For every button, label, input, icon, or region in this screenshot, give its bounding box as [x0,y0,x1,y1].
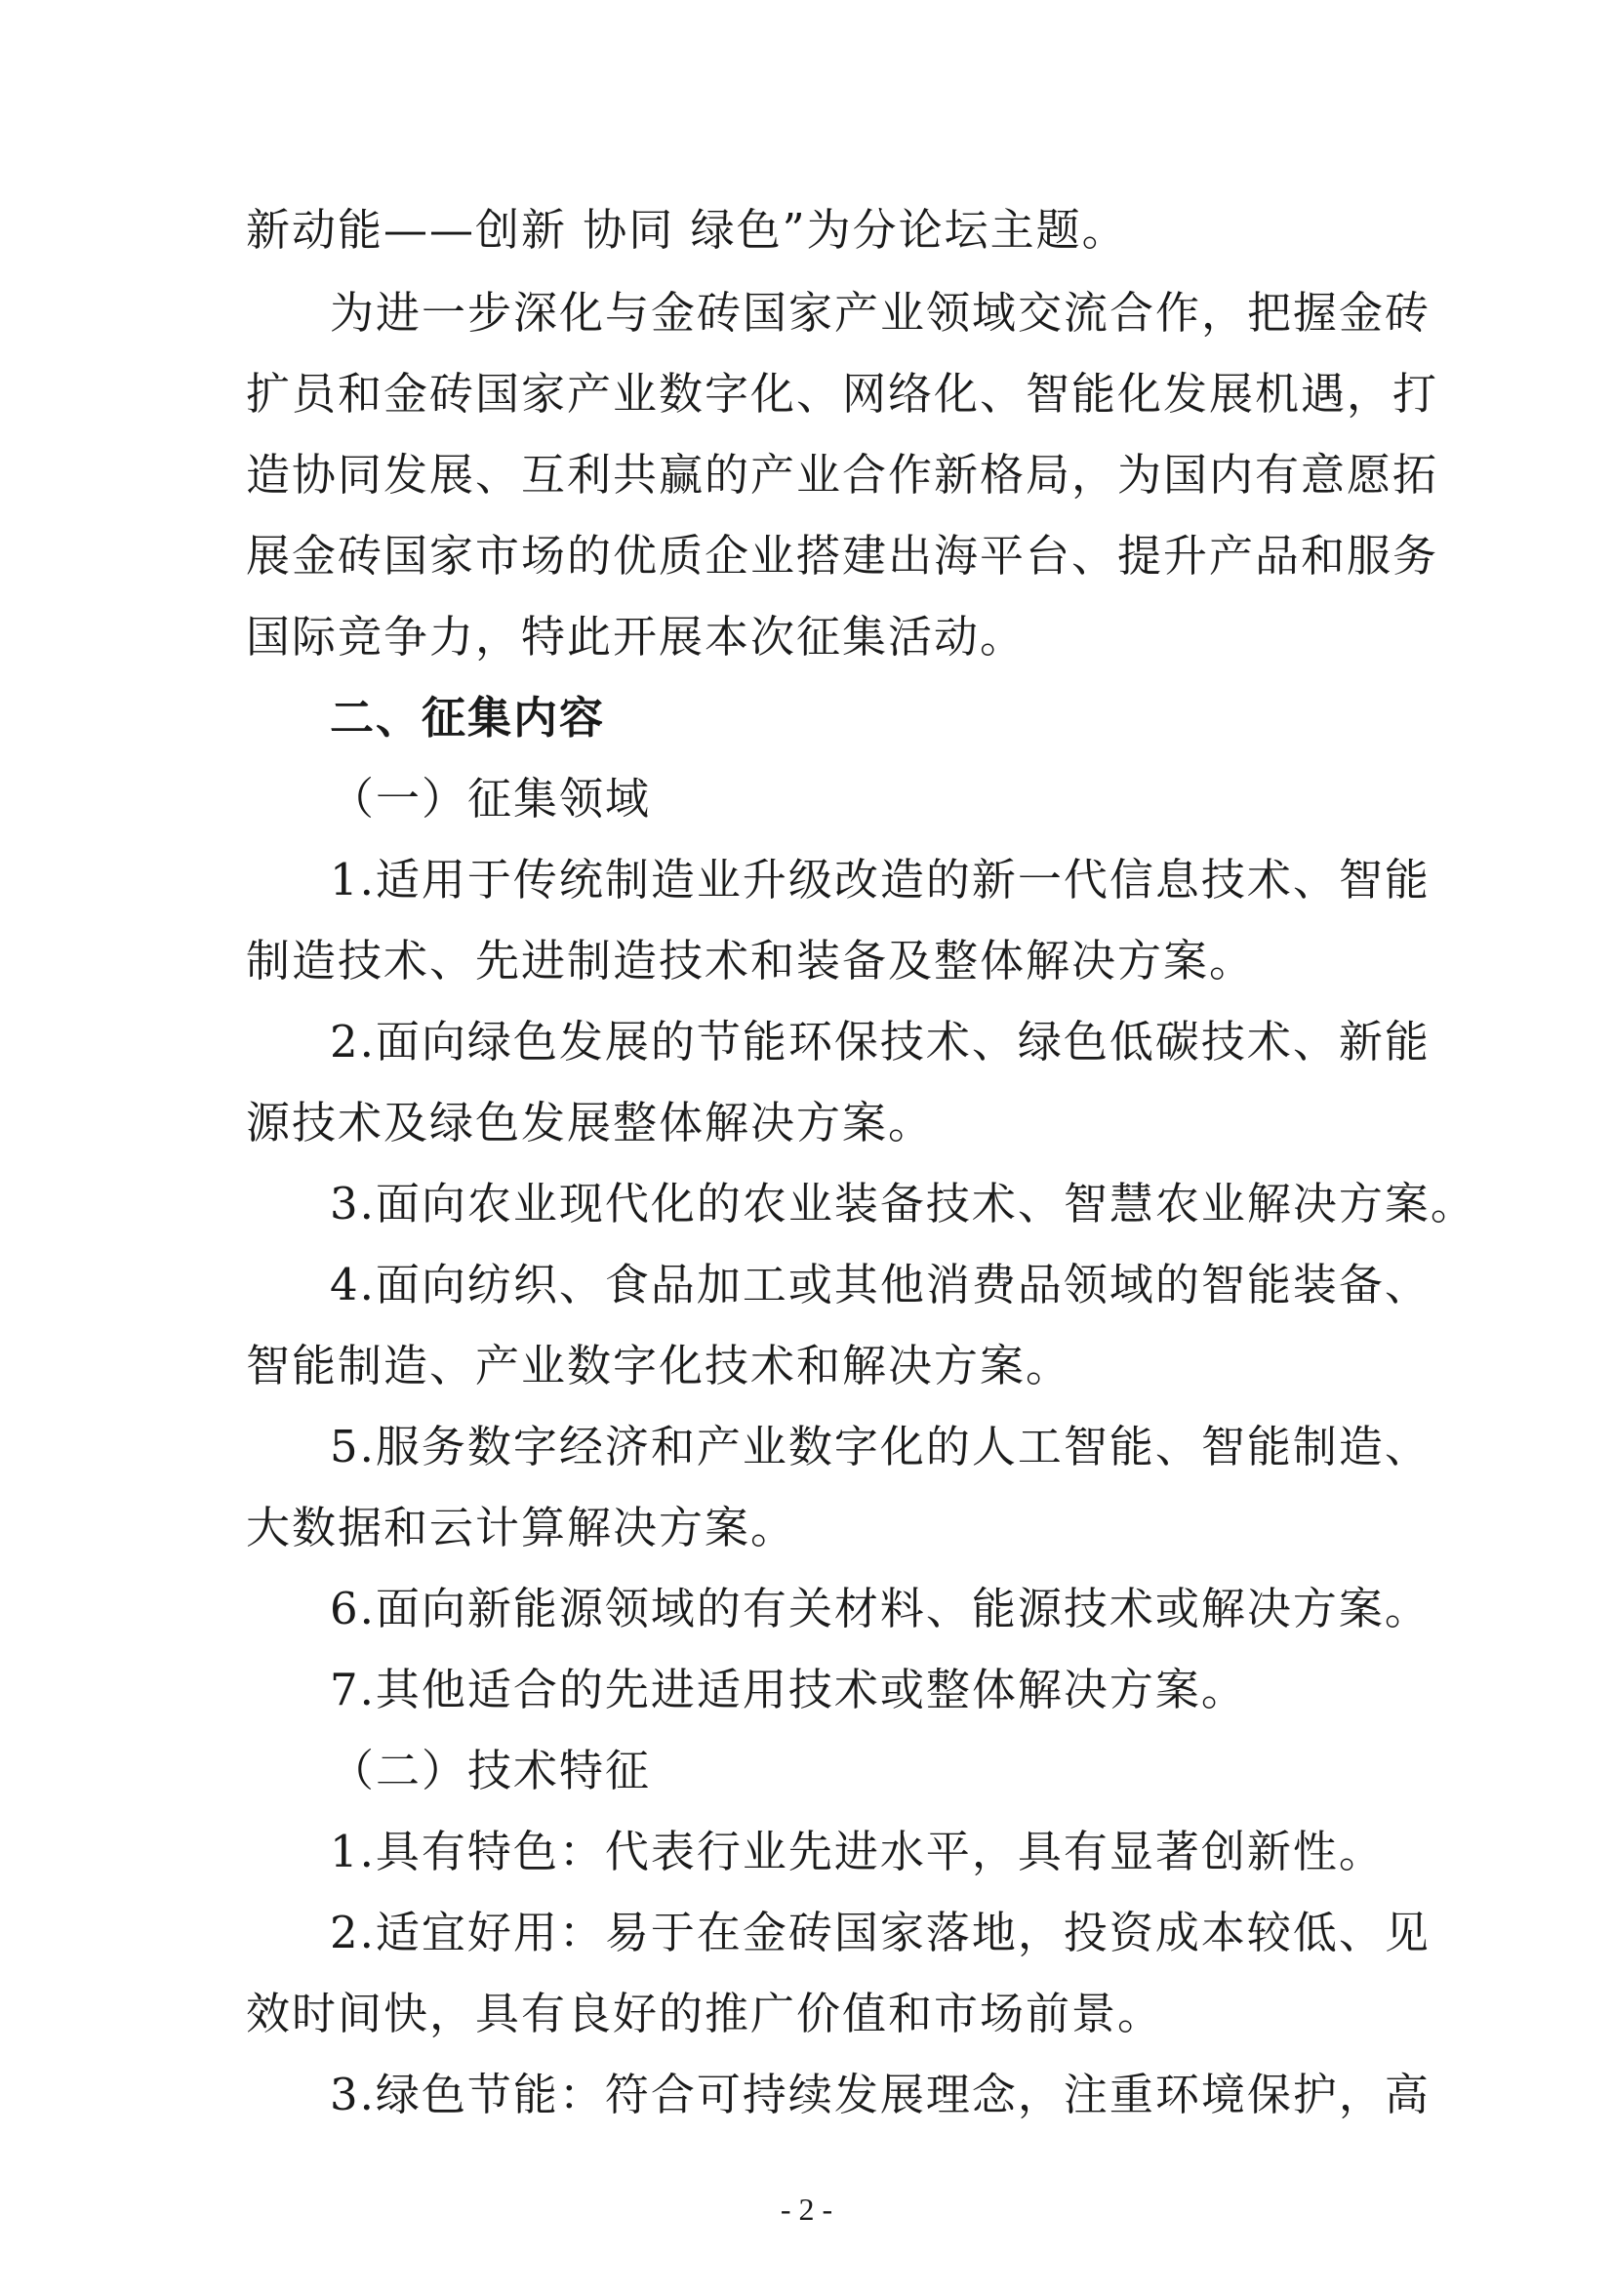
list-item-line: 源技术及绿色发展整体解决方案。 [246,1097,935,1148]
list-item-line: 1.具有特色：代表行业先进水平，具有显著创新性。 [330,1826,1385,1877]
list-item-line: 制造技术、先进制造技术和装备及整体解决方案。 [246,935,1256,987]
list-item-line: 2.面向绿色发展的节能环保技术、绿色低碳技术、新能 [330,1016,1431,1067]
list-item-line: 3.绿色节能：符合可持续发展理念，注重环境保护，高 [330,2069,1431,2120]
list-item-line: 智能制造、产业数字化技术和解决方案。 [246,1340,1072,1391]
paragraph-line: 国际竞争力，特此开展本次征集活动。 [246,611,1027,663]
list-item-line: 5.服务数字经济和产业数字化的人工智能、智能制造、 [330,1421,1431,1472]
page-number: - 2 - [780,2192,833,2227]
list-item-line: 1.适用于传统制造业升级改造的新一代信息技术、智能 [330,854,1431,906]
list-item-line: 大数据和云计算解决方案。 [246,1502,797,1553]
section-heading: 二、征集内容 [330,692,606,744]
list-item-line: 7.其他适合的先进适用技术或整体解决方案。 [330,1664,1247,1715]
list-item-line: 2.适宜好用：易于在金砖国家落地，投资成本较低、见 [330,1907,1431,1958]
list-item-line: 3.面向农业现代化的农业装备技术、智慧农业解决方案。 [330,1178,1476,1229]
subsection-heading: （一）征集领域 [330,773,652,825]
paragraph-line: 扩员和金砖国家产业数字化、网络化、智能化发展机遇，打 [246,368,1439,420]
paragraph-line: 新动能——创新 协同 绿色”为分论坛主题。 [246,204,1128,256]
list-item-line: 6.面向新能源领域的有关材料、能源技术或解决方案。 [330,1583,1431,1634]
list-item-line: 4.面向纺织、食品加工或其他消费品领域的智能装备、 [330,1259,1431,1310]
list-item-line: 效时间快，具有良好的推广价值和市场前景。 [246,1988,1164,2039]
paragraph-line: 为进一步深化与金砖国家产业领域交流合作，把握金砖 [330,287,1432,339]
subsection-heading: （二）技术特征 [330,1745,652,1796]
paragraph-line: 展金砖国家市场的优质企业搭建出海平台、提升产品和服务 [246,530,1439,582]
paragraph-line: 造协同发展、互利共赢的产业合作新格局，为国内有意愿拓 [246,449,1439,501]
